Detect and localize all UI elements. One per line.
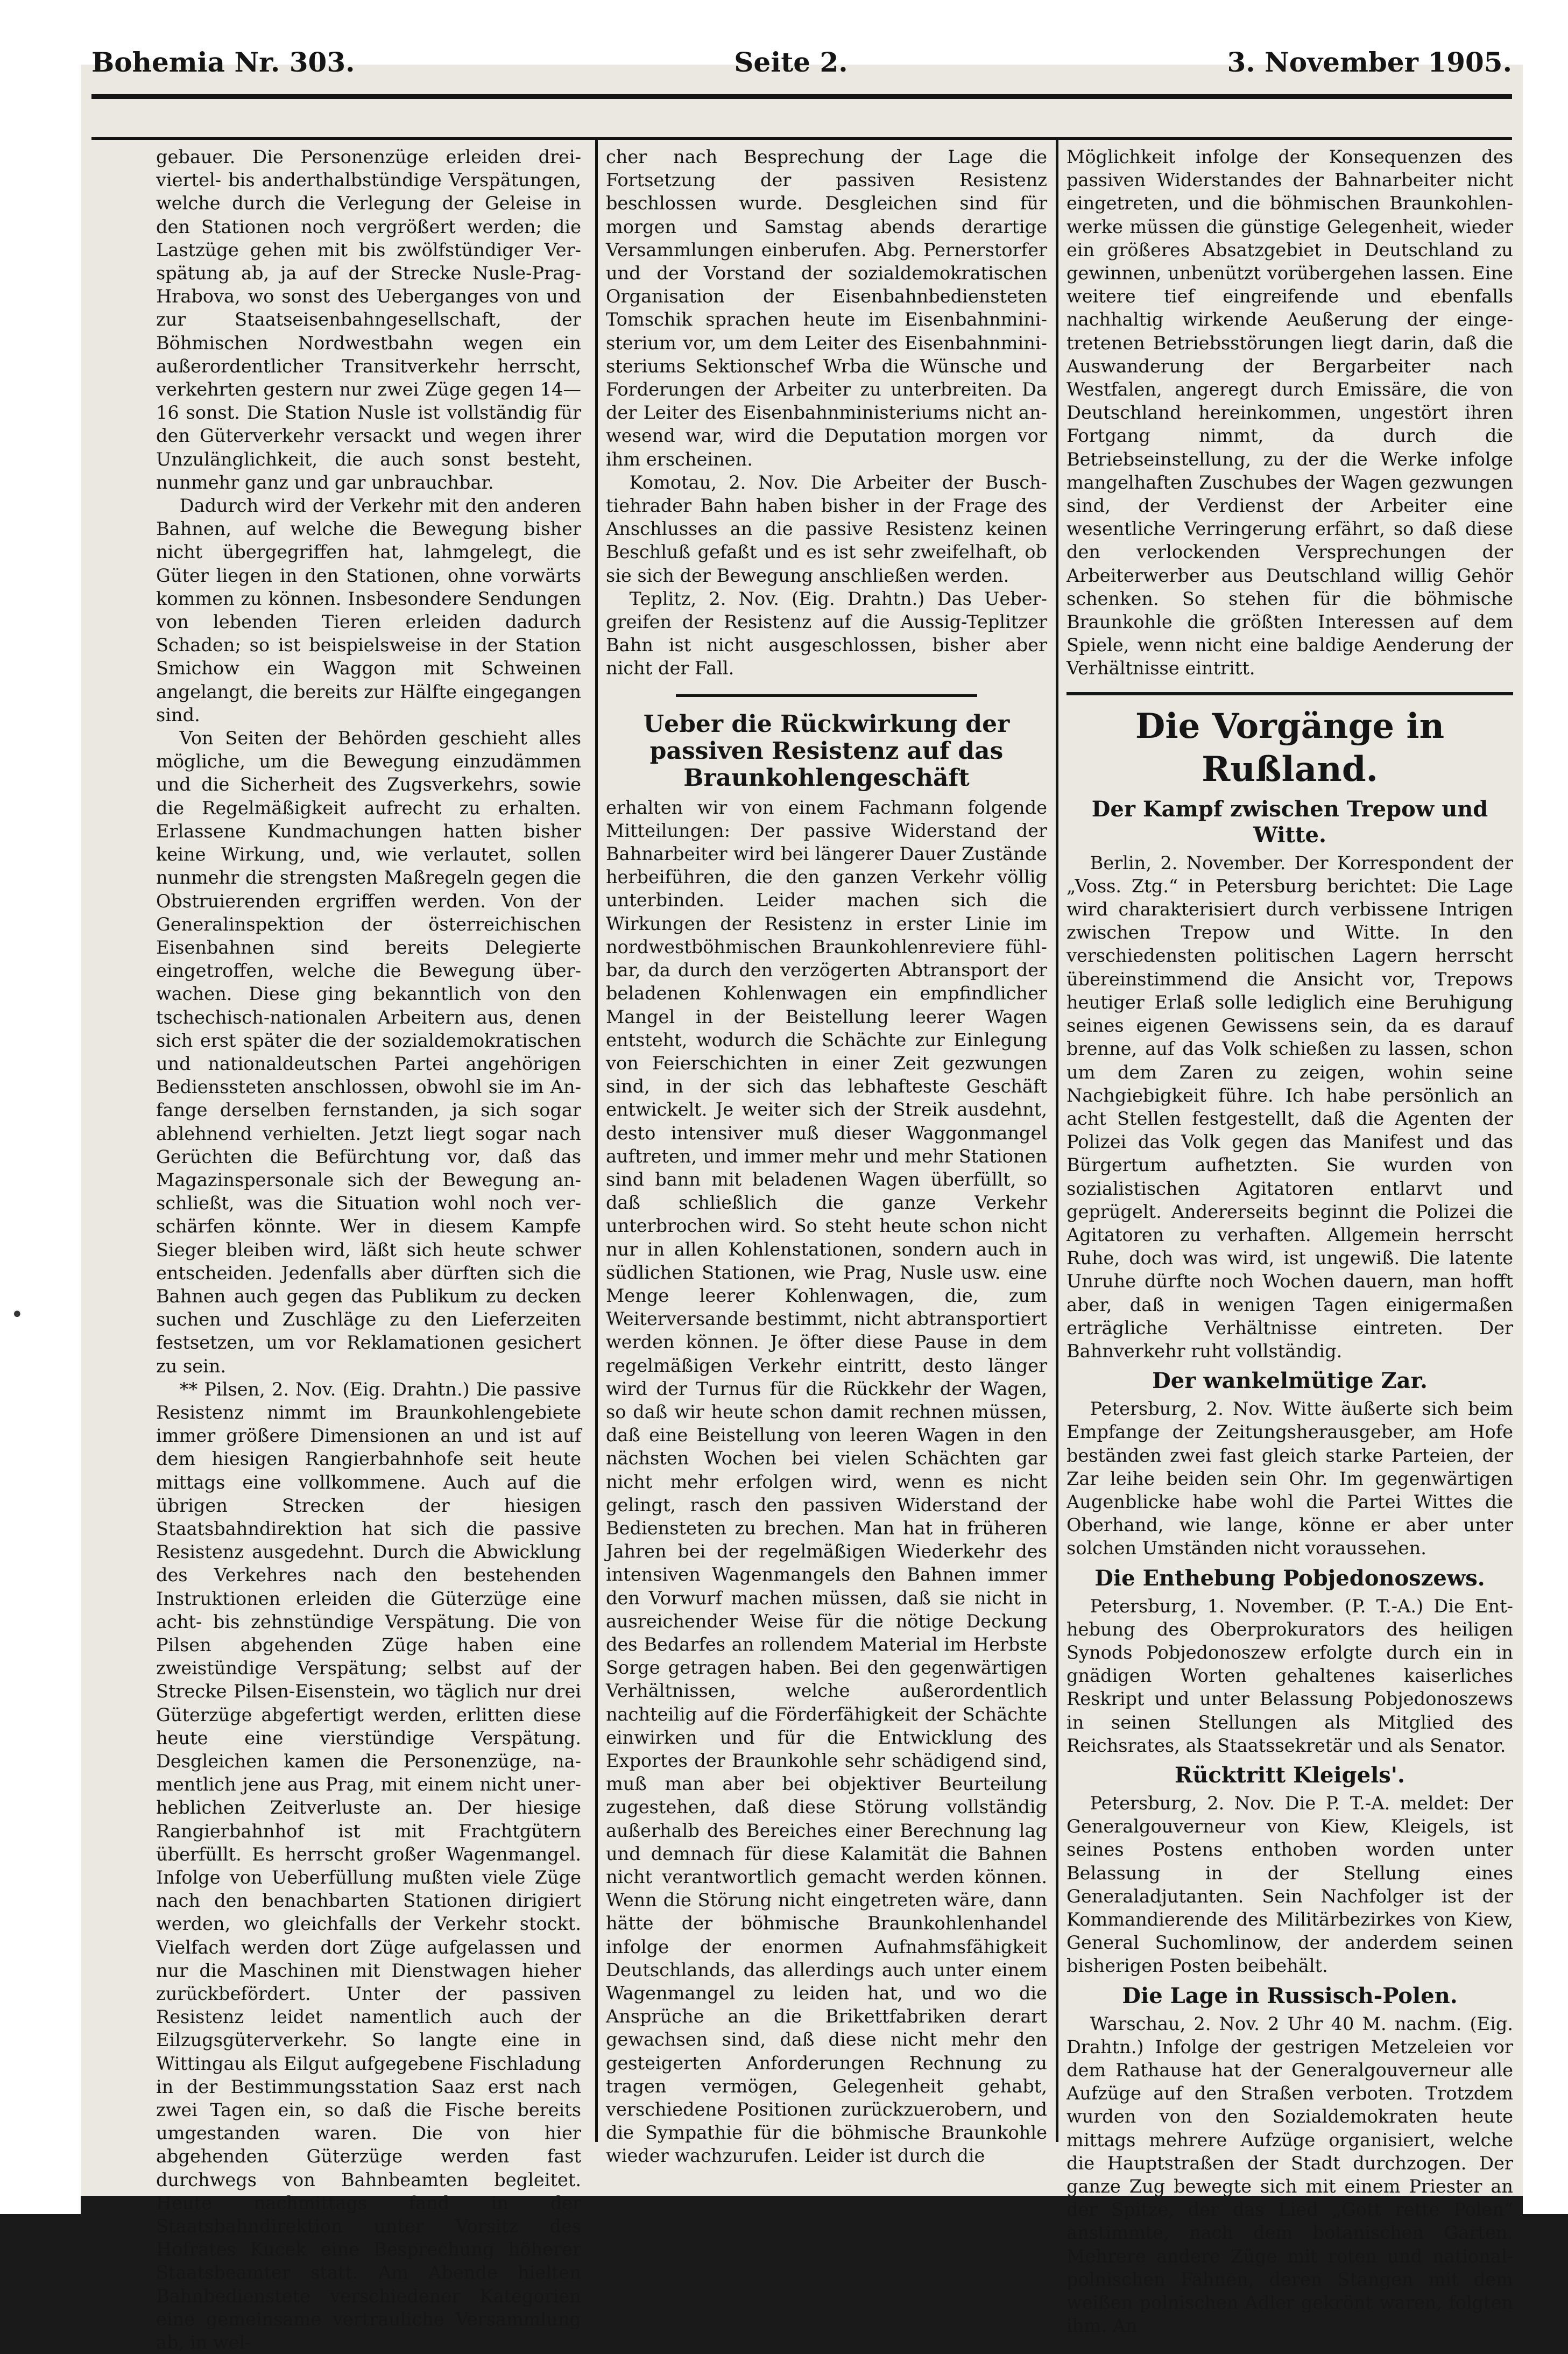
- col2-paragraph-article: erhalten wir von einem Fachmann folgende Mitteilungen: Der passive Widerstand der Bahnarbeiter wird bei längerer Dauer Zustände herbeiführen, die den ganzen Verkehr völlig unterbinden. Leider machen sich die Wirkungen der Resistenz in erster Linie im nordwestböhmischen Braunkohlenreviere fühlbar, da durch den verzögerten Abtransport der beladenen Kohlenwagen ein empfindlicher Mangel in der Beistellung leerer Wagen entsteht, wodurch die Schächte zur Einlegung von Feierschichten in einer Zeit gezwungen sind, in der sich das lebhafteste Geschäft entwickelt. Je weiter sich der Streik ausdehnt, desto intensiver muß dieser Waggonmangel auftreten, und immer mehr und mehr Stationen sind bann mit beladenen Wagen überfüllt, so daß schließlich die ganze Verkehr unterbrochen wird. So steht heute schon nicht nur in allen Kohlenstationen, sondern auch in südlichen Stationen, wie Prag, Nusle usw. eine Menge leerer Kohlenwagen, die, zum Weiterversande bestimmt, nicht abtransportiert werden können. Je öfter diese Pause in dem regelmäßigen Verkehr eintritt, desto länger wird der Turnus für die Rückkehr der Wagen, so daß wir heute schon damit rechnen müssen, daß eine Beistellung von leeren Wagen in den nächsten Wochen bei vielen Schächten gar nicht mehr erfolgen wird, wenn es nicht gelingt, rasch den passiven Widerstand der Bediensteten zu brechen. Man hat in früheren Jahren bei der regelmäßigen Wiederkehr des intensiven Wagenmangels den Bahnen immer den Vorwurf machen müssen, daß sie nicht in ausreichender Weise für die nötige Deckung des Bedarfes an rollendem Material im Herbste Sorge getragen haben. Bei den gegenwärtigen Verhältnissen, welche außerordentlich nachteilig auf die Förderfähigkeit der Schächte einwirken und für die Entwicklung des Exportes der Braunkohle sehr schädigend sind, muß man aber bei objektiver Beurteilung zugestehen, daß diese Störung vollständig außerhalb des Bereiches einer Berechnung lag und demnach für diese Kalamität die Bahnen nicht verantwortlich gemacht werden können. Wenn die Störung nicht eingetreten wäre, dann hätte der böhmische Braunkohlenhandel infolge der enormen Aufnahmsfähigkeit Deutschlands, das allerdings auch unter einem Wagenmangel zu leiden hat, und wo die Ansprüche an die Brikettfabriken derart gewachsen sind, daß diese nicht mehr den gesteigerten Anforderungen Rechnung zu tragen vermögen, Gelegenheit gehabt, verschiedene Positionen zurückzuerobern, und die Sympathie für die böhmische Braunkohle wieder wachzurufen. Leider ist durch die: [606, 797, 1047, 2167]
- col2-headline: Ueber die Rückwirkung der passiven Resistenz auf das Braunkohlengeschäft: [643, 710, 1010, 792]
- col3-paragraph-petersburg-1: Petersburg, 2. Nov. Witte äußerte sich beim Empfange der Zeitungsherausgeber, am Hofe beständen zwei fast gleich starke Parteien, der Zar leihe beiden sein Ohr. Im gegenwärtigen Augenblicke habe wohl die Partei Wittes die Oberhand, wie lange, könne er aber unter solchen Umständen nicht voraussehen.: [1066, 1398, 1513, 1559]
- col2-divider: [676, 694, 977, 697]
- column-3: [1066, 145, 1513, 2337]
- header-rule-secondary: [91, 137, 1512, 140]
- col1-paragraph-pilsen: ** Pilsen, 2. Nov. (Eig. Drahtn.) Die passive Resistenz nimmt im Braunkohlengebiete immer größere Dimensionen an und ist auf dem hiesigen Rangierbahnhofe seit heute mittags eine vollkommene. Auch auf die übrigen Strecken der hiesigen Staatsbahndirektion hat sich die passive Resistenz ausgedehnt. Durch die Abwicklung des Verkehres nach den bestehenden Instruktionen erleiden die Güterzüge eine acht- bis zehnstündige Verspätung. Die von Pilsen abgehenden Züge haben eine zweistündige Verspätung; selbst auf der Strecke Pilsen-Eisenstein, wo täglich nur drei Güterzüge abgefertigt werden, erlitten diese heute eine vierstündige Verspätung. Desgleichen kamen die Personenzüge, namentlich jene aus Prag, mit einem nicht unerheblichen Zeitverluste an. Der hiesige Rangierbahnhof ist mit Frachtgütern überfüllt. Es herrscht großer Wagenmangel. Infolge von Ueberfüllung mußten viele Züge nach den benachbarten Stationen dirigiert werden, wo gleichfalls der Verkehr stockt. Vielfach werden dort Züge aufgelassen und nur die Maschinen mit Dienstwagen hieher zurückbefördert. Unter der passiven Resistenz leidet namentlich auch der Eilzugsgüterverkehr. So langte eine in Wittingau als Eilgut aufgegebene Fischladung in der Bestimmungsstation Saaz erst nach zwei Tagen ein, so daß die Fische bereits umgestanden waren. Die von hier abgehenden Güterzüge werden fast durchwegs von Bahnbeamten begleitet. Heute nachmittags fand in der Staatsbahndirektion unter Vorsitz des Hofrates Kucek eine Besprechung höherer Staatsbeamter statt. Am Abende hielten Bahnbedienstete verschiedener Kategorien eine gemeinsame vertrauliche Versammlung ab, in wel-: [156, 1378, 581, 2353]
- subhead-kleigels: Rücktritt Kleigels'.: [1175, 1762, 1405, 1788]
- col2-paragraph-1: cher nach Besprechung der Lage die Fortsetzung der passiven Resistenz beschlossen wurde. Desgleichen sind für morgen und Samstag abends derartige Versammlungen einberufen. Abg. Pernerstorfer und der Vorstand der sozialdemokratischen Organisation der Eisenbahnbediensteten Tomschik sprachen heute im Eisenbahnministerium vor, um dem Leiter des Eisenbahnministeriums Sektionschef Wrba die Wünsche und Forderungen der Arbeiter zu unterbreiten. Da der Leiter des Eisenbahnministeriums nicht anwesend war, wird die Deputation morgen vor ihm erscheinen.: [606, 146, 1047, 470]
- subhead-zar: Der wankelmütige Zar.: [1152, 1368, 1428, 1394]
- col3-paragraph-berlin: Berlin, 2. November. Der Korrespondent der „Voss. Ztg.“ in Petersburg berichtet: Die Lage wird charakterisiert durch verbissene Intrigen zwischen Trepow und Witte. In den verschiedensten politischen Lagern herrscht übereinstimmend die Ansicht vor, Trepows heutiger Erlaß solle lediglich eine Beruhigung seines eigenen Gewissens sein, da es darauf brenne, auf das Volk schießen zu lassen, schon um dem Zaren zu zeigen, wohin seine Nachgiebigkeit führe. Ich habe persönlich an acht Stellen festgestellt, daß die Agenten der Polizei das Volk gegen das Manifest und das Bürgertum aufhetzten. Sie wurden von sozialistischen Agitatoren entlarvt und geprügelt. Andererseits beginnt die Polizei die Agitatoren zu verhaften. Allgemein herrscht Ruhe, doch was wird, ist ungewiß. Die latente Unruhe dürfte noch Wochen dauern, man hofft aber, daß in wenigen Tagen einigermaßen erträgliche Verhältnisse eintreten. Der Bahnverkehr ruht vollständig.: [1066, 852, 1513, 1362]
- col2-paragraph-teplitz: Teplitz, 2. Nov. (Eig. Drahtn.) Das Uebergreifen der Resistenz auf die Aussig-Teplitzer Bahn ist nicht ausgeschlossen, bisher aber nicht der Fall.: [606, 588, 1047, 679]
- column-1: [156, 145, 581, 2353]
- col2-paragraph-komotau: Komotau, 2. Nov. Die Arbeiter der Buschtiehrader Bahn haben bisher in der Frage des Anschlusses an die passive Resistenz keinen Beschluß gefaßt und es ist sehr zweifelhaft, ob sie sich der Bewegung anschließen werden.: [606, 471, 1047, 586]
- col3-paragraph-warschau: Warschau, 2. Nov. 2 Uhr 40 M. nachm. (Eig. Drahtn.) Infolge der gestrigen Metzeleien vor dem Rathause hat der Generalgouverneur alle Aufzüge auf den Straßen verboten. Trotzdem wurden von den Sozialdemokraten heute mittags mehrere Aufzüge organisiert, welche die Hauptstraßen der Stadt durchzogen. Der ganze Zug bewegte sich mit einem Priester an der Spitze, der das Lied „Gott rette Polen“ anstimmte, nach dem botanischen Garten. Mehrere andere Züge mit roten und national-polnischen Fahnen, deren Stangen mit dem weißen polnischen Adler gekrönt waren, folgten ihm. An: [1066, 2013, 1513, 2337]
- subhead-russisch-polen: Die Lage in Russisch-Polen.: [1122, 1983, 1458, 2008]
- subhead-pobjedonoszew: Die Enthebung Pobjedonoszews.: [1094, 1565, 1485, 1591]
- col3-paragraph-petersburg-3: Petersburg, 2. Nov. Die P. T.-A. meldet: Der Generalgouverneur von Kiew, Kleigels, ist seines Postens enthoben worden unter Belassung in der Stellung eines Generaladjutanten. Sein Nachfolger ist der Kommandierende des Militärbezirkes von Kiew, General Suchomlinow, der anderdem seinen bisherigen Posten beibehält.: [1066, 1792, 1513, 1977]
- header-rule: [91, 94, 1512, 99]
- col1-paragraph-2: Dadurch wird der Verkehr mit den anderen Bahnen, auf welche die Bewegung bisher nicht übergegriffen hat, lahmgelegt, die Güter liegen in den Stationen, ohne vorwärts kommen zu können. Insbesondere Sendungen von lebenden Tieren erleiden dadurch Schaden; so ist beispielsweise in der Station Smichow ein Waggon mit Schweinen angelangt, die bereits zur Hälfte eingegangen sind.: [156, 495, 581, 725]
- page-header: [91, 32, 1512, 91]
- header-date: 3. November 1905.: [1227, 46, 1512, 78]
- column-divider-1: [595, 140, 598, 2142]
- subhead-trepow-witte: Der Kampf zwischen Trepow und Witte.: [1091, 796, 1488, 848]
- scan-background-right: [1523, 0, 1568, 2214]
- column-divider-2: [1056, 140, 1058, 2142]
- header-masthead: Bohemia Nr. 303.: [91, 46, 355, 78]
- col3-paragraph-1: Möglichkeit infolge der Konsequenzen des passiven Widerstandes der Bahnarbeiter nicht eingetreten, und die böhmischen Braunkohlenwerke müssen die günstige Gelegenheit, wieder ein größeres Absatzgebiet in Deutschland zu gewinnen, unbenützt vorübergehen lassen. Eine weitere tief eingreifende und ebenfalls nachhaltig wirkende Aeußerung der eingetretenen Betriebsstörungen liegt darin, daß die Auswanderung der Bergarbeiter nach Westfalen, angeregt durch Emissäre, die von Deutschland hereinkommen, ungestört ihren Fortgang nimmt, da durch die Betriebseinstellung, zu der die Werke infolge mangelhaften Zuschubes der Wagen gezwungen sind, der Verdienst der Arbeiter eine wesentliche Verringerung erfährt, so daß diese den verlockenden Versprechungen der Arbeiterwerber aus Deutschland willig Gehör schenken. So stehen für die böhmische Braunkohle die größten Interessen auf dem Spiele, wenn nicht eine baldige Aenderung der Verhältnisse eintritt.: [1066, 146, 1513, 679]
- header-page-number: Seite 2.: [734, 46, 848, 78]
- column-2: [606, 145, 1047, 2167]
- col1-paragraph-3: Von Seiten der Behörden geschieht alles mögliche, um die Bewegung einzudämmen und die Sicherheit des Zugsverkehrs, sowie die Regelmäßigkeit aufrecht zu erhalten. Erlassene Kundmachungen hatten bisher keine Wirkung, und, wie verlautet, sollen nunmehr die strengsten Maßregeln gegen die Obstruierenden ergriffen werden. Von der Generalinspektion der österreichischen Eisenbahnen sind bereits Delegierte eingetroffen, welche die Bewegung überwachen. Diese ging bekanntlich von den tschechisch-nationalen Arbeitern aus, denen sich erst später die der sozialdemokratischen und nationaldeutschen Partei angehörigen Bedienssteten anschlossen, obwohl sie im Anfange derselben fernstanden, ja sich sogar ablehnend verhielten. Jetzt liegt sogar nach Gerüchten die Befürchtung vor, daß das Magazinspersonale sich der Bewegung anschließt, was die Situation wohl noch verschärfen könnte. Wer in diesem Kampfe Sieger bleiben wird, läßt sich heute schwer entscheiden. Jedenfalls aber dürften sich die Bahnen auch gegen das Publikum zu decken suchen und Zuschläge zu den Lieferzeiten festsetzen, um vor Reklamationen gesichert zu sein.: [156, 728, 581, 1377]
- scan-background-left: [0, 0, 81, 2214]
- col3-paragraph-petersburg-2: Petersburg, 1. November. (P. T.-A.) Die Enthebung des Oberprokurators des heiligen Synods Pobjedonoszew erfolgte durch ein in gnädigen Worten gehaltenes kaiserliches Reskript und unter Belassung Pobjedonoszews in seinen Stellungen als Mitglied des Reichsrates, als Staatssekretär und als Senator.: [1066, 1595, 1513, 1756]
- col1-paragraph-1: gebauer. Die Personenzüge erleiden dreiviertel- bis anderthalbstündige Verspätungen, welche durch die Verlegung der Geleise in den Stationen noch vergrößert werden; die Lastzüge gehen mit bis zwölfstündiger Verspätung ab, ja auf der Strecke Nusle-Prag-Hrabova, wo sonst des Ueberganges von und zur Staatseisenbahngesellschaft, der Böhmischen Nordwestbahn wegen ein außerordentlicher Transitverkehr herrscht, verkehrten gestern nur zwei Züge gegen 14—16 sonst. Die Station Nusle ist vollständig für den Güterverkehr versackt und wegen ihrer Unzulänglichkeit, die auch sonst besteht, nunmehr ganz und gar unbrauchbar.: [156, 146, 581, 493]
- col3-divider: [1066, 692, 1513, 695]
- margin-mark: •: [11, 1302, 24, 1327]
- section-title-russia: Die Vorgänge in Rußland.: [1135, 706, 1445, 790]
